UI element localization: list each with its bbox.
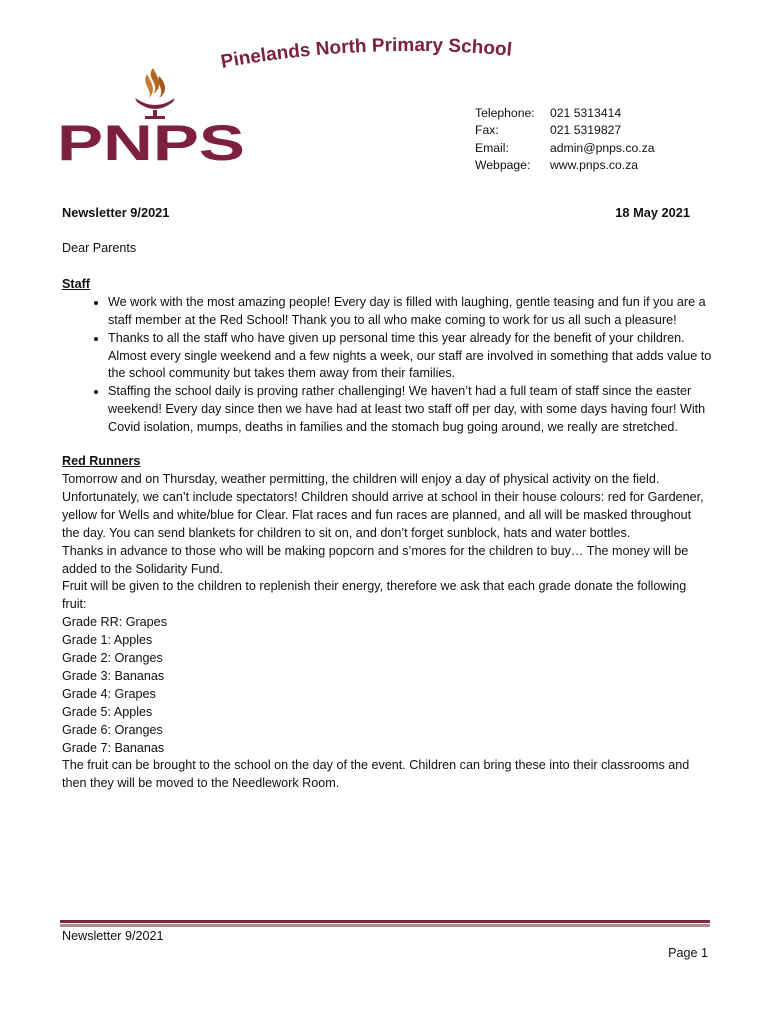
footer-divider <box>60 920 710 927</box>
fax-label: Fax: <box>475 123 499 138</box>
red-runners-paragraph: Tomorrow and on Thursday, weather permitting, the children will enjoy a day of physical activity on the field. Unfortunately, we can’t include spectators! Children should arrive at school in their house colours: red for Gardener, yellow for Wells and white/blue for Clear. Flat races and fun races are planned, and all will be masked throughout the day. You can send blankets for children to sit on, and don’t forget sunblock, hats and water bottles. <box>62 471 704 540</box>
fruit-list-item: Grade 5: Apples <box>62 704 153 719</box>
svg-text:Pinelands North Primary School <box>219 35 513 73</box>
red-runners-paragraph: Fruit will be given to the children to replenish their energy, therefore we ask that each grade donate the following fruit: <box>62 579 687 612</box>
webpage-label: Webpage: <box>475 158 531 173</box>
greeting: Dear Parents <box>62 241 137 255</box>
red-runners-paragraph: The fruit can be brought to the school on the day of the event. Children can bring these into their classrooms and then they will be moved to the Needlework Room. <box>62 758 690 791</box>
email-value[interactable]: admin@pnps.co.za <box>550 140 655 155</box>
fruit-list <box>62 614 712 757</box>
staff-bullet-list <box>62 294 712 437</box>
footer-newsletter-label: Newsletter 9/2021 <box>62 929 164 943</box>
fruit-list-item: Grade 4: Grapes <box>62 686 156 701</box>
newsletter-date: 18 May 2021 <box>615 205 690 220</box>
flame-icon <box>135 68 175 119</box>
contact-row-fax <box>475 122 655 139</box>
staff-bullet: • Thanks to all the staff who have given up personal time this year already for the benefit of your children. Almost every single weekend and a few nights a week, our staff are involved in something that adds value to the school community but takes them away from their families. <box>108 330 712 384</box>
contact-row-email <box>475 140 655 157</box>
fruit-list-item: Grade 3: Bananas <box>62 668 165 683</box>
webpage-value[interactable]: www.pnps.co.za <box>550 158 639 173</box>
school-name-title <box>218 34 578 74</box>
logo-text: PNPS <box>57 115 245 164</box>
page-number: Page 1 <box>668 946 708 960</box>
fax-value: 021 5319827 <box>550 123 622 138</box>
red-runners-paragraph: Thanks in advance to those who will be making popcorn and s’mores for the children to buy… The money will be added to the Solidarity Fund. <box>62 543 689 576</box>
pnps-logo <box>57 64 247 164</box>
telephone-label: Telephone: <box>475 106 535 120</box>
contact-row-telephone <box>475 105 655 122</box>
school-name-text: Pinelands North Primary School <box>219 34 513 73</box>
newsletter-number: Newsletter 9/2021 <box>62 205 170 220</box>
telephone-value: 021 5313414 <box>550 106 622 120</box>
fruit-list-item: Grade 2: Oranges <box>62 651 163 666</box>
staff-bullet: • Staffing the school daily is proving rather challenging! We haven’t had a full team of staff since the easter weekend! Every day since then we have had at least two staff off per day, with some days having four! With Covid isolation, mumps, deaths in families and the stomach bug going around, we really are stretched. <box>108 383 712 437</box>
contact-details <box>475 105 655 175</box>
fruit-list-item: Grade 1: Apples <box>62 633 153 648</box>
newsletter-body <box>62 240 712 793</box>
fruit-list-item: Grade 7: Bananas <box>62 740 165 755</box>
fruit-list-item: Grade RR: Grapes <box>62 615 167 630</box>
red-runners-heading: Red Runners <box>62 454 141 469</box>
contact-row-webpage <box>475 157 655 174</box>
staff-heading: Staff <box>62 276 90 291</box>
fruit-list-item: Grade 6: Oranges <box>62 722 163 737</box>
email-label: Email: <box>475 140 509 155</box>
staff-bullet: • We work with the most amazing people! Every day is filled with laughing, gentle teasing and fun if you are a staff member at the Red School! Thank you to all who make coming to work for us all such a pleasure! <box>108 294 712 330</box>
